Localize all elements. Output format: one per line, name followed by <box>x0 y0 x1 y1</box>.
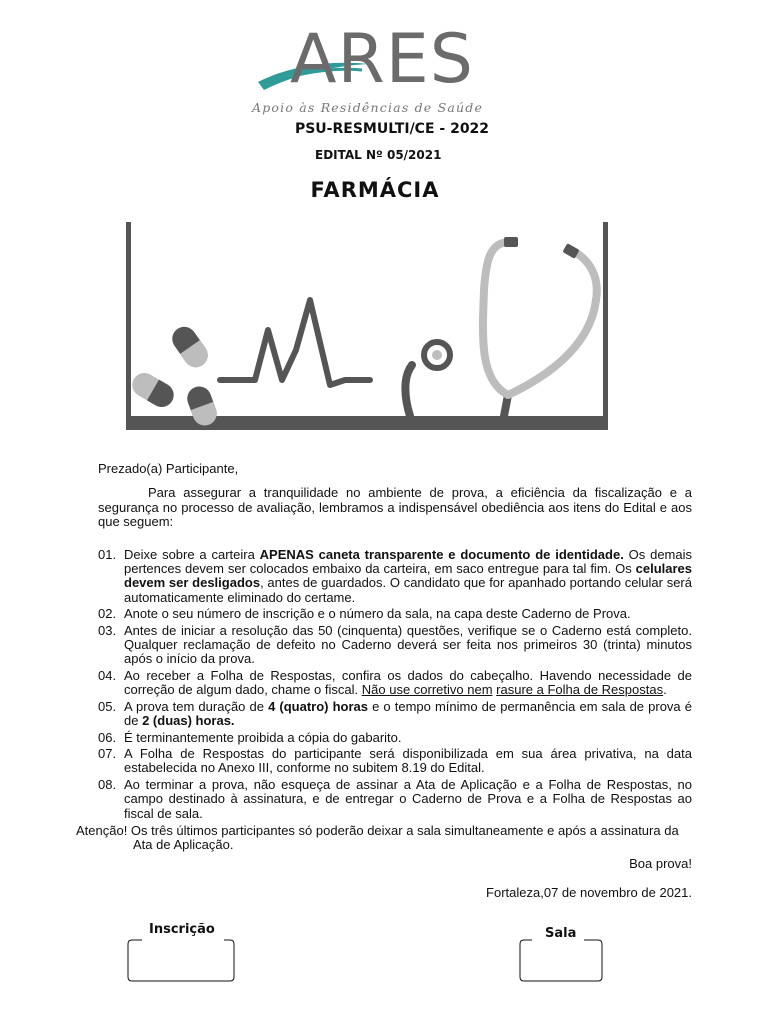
intro-paragraph: Para assegurar a tranquilidade no ambiente de prova, a eficiência da fiscalização e a segurança no processo de avaliação, lembramos a indispensável obediência aos itens do Edital e aos que seguem: <box>98 485 692 530</box>
greeting: Prezado(a) Participante, <box>98 461 239 476</box>
pill-icon <box>168 322 213 372</box>
rules-list <box>98 548 692 821</box>
edital-number: EDITAL Nº 05/2021 <box>315 148 442 162</box>
exam-code: PSU-RESMULTI/CE - 2022 <box>294 121 490 137</box>
rule-item: 05. A prova tem duração de 4 (quatro) horas e o tempo mínimo de permanência em sala de prova é de 2 (duas) horas. <box>98 698 692 729</box>
area-title: FARMÁCIA <box>310 178 440 202</box>
rule-item: 03. Antes de iniciar a resolução das 50 (cinquenta) questões, verifique se o Caderno está completo. Qualquer reclamação de defeito no Caderno deverá ser feita nos primeiros 30 (trinta) minutos após o início da prova. <box>98 622 692 667</box>
sala-label: Sala <box>545 926 577 941</box>
good-luck-text: Boa prova! <box>629 856 692 871</box>
pill-icon <box>128 369 178 412</box>
rule-item: 08. Ao terminar a prova, não esqueça de assinar a Ata de Aplicação e a Folha de Respostas, no campo destinado à assinatura, e de entregar o Caderno de Prova e a Folha de Respostas ao fiscal de sala. <box>98 776 692 821</box>
place-date: Fortaleza,07 de novembro de 2021. <box>486 885 692 900</box>
rule-item: 07. A Folha de Respostas do participante será disponibilizada em sua área privativa, na data estabelecida no Anexo III, conforme no subitem 8.19 do Edital. <box>98 745 692 776</box>
stethoscope-icon <box>405 237 596 416</box>
sala-box <box>520 940 602 981</box>
health-illustration <box>120 220 620 435</box>
rule-item: 06. É terminantemente proibida a cópia do gabarito. <box>98 729 402 745</box>
inscricao-label: Inscrição <box>149 922 215 937</box>
heartbeat-line-icon <box>220 300 370 385</box>
frame-left <box>126 222 131 427</box>
instructions-letter <box>98 462 692 823</box>
rule-item: 04. Ao receber a Folha de Respostas, confira os dados do cabeçalho. Havendo necessidade de correção de algum dado, chame o fiscal. Não use corretivo nem rasure a Folha de Respostas. <box>98 667 692 698</box>
attention-note: Atenção! Os três últimos participantes só poderão deixar a sala simultaneamente e após a assinatura da Ata de Aplicação. <box>76 823 679 853</box>
logo-wordmark: ARES <box>290 20 474 99</box>
inscricao-box <box>128 940 234 981</box>
rule-item: 02. Anote o seu número de inscrição e o número da sala, na capa deste Caderno de Prova. <box>98 606 631 622</box>
frame-right <box>603 222 608 427</box>
rule-item: 01. Deixe sobre a carteira APENAS caneta transparente e documento de identidade. Os demais pertences devem ser colocados embaixo da carteira, em saco entregue para tal fim. Os celulares devem ser desligados, antes de guardados. O candidato que for apanhado portando celular será automaticamente eliminado do certame. <box>98 546 693 605</box>
logo-tagline: Apoio às Residências de Saúde <box>252 100 484 115</box>
